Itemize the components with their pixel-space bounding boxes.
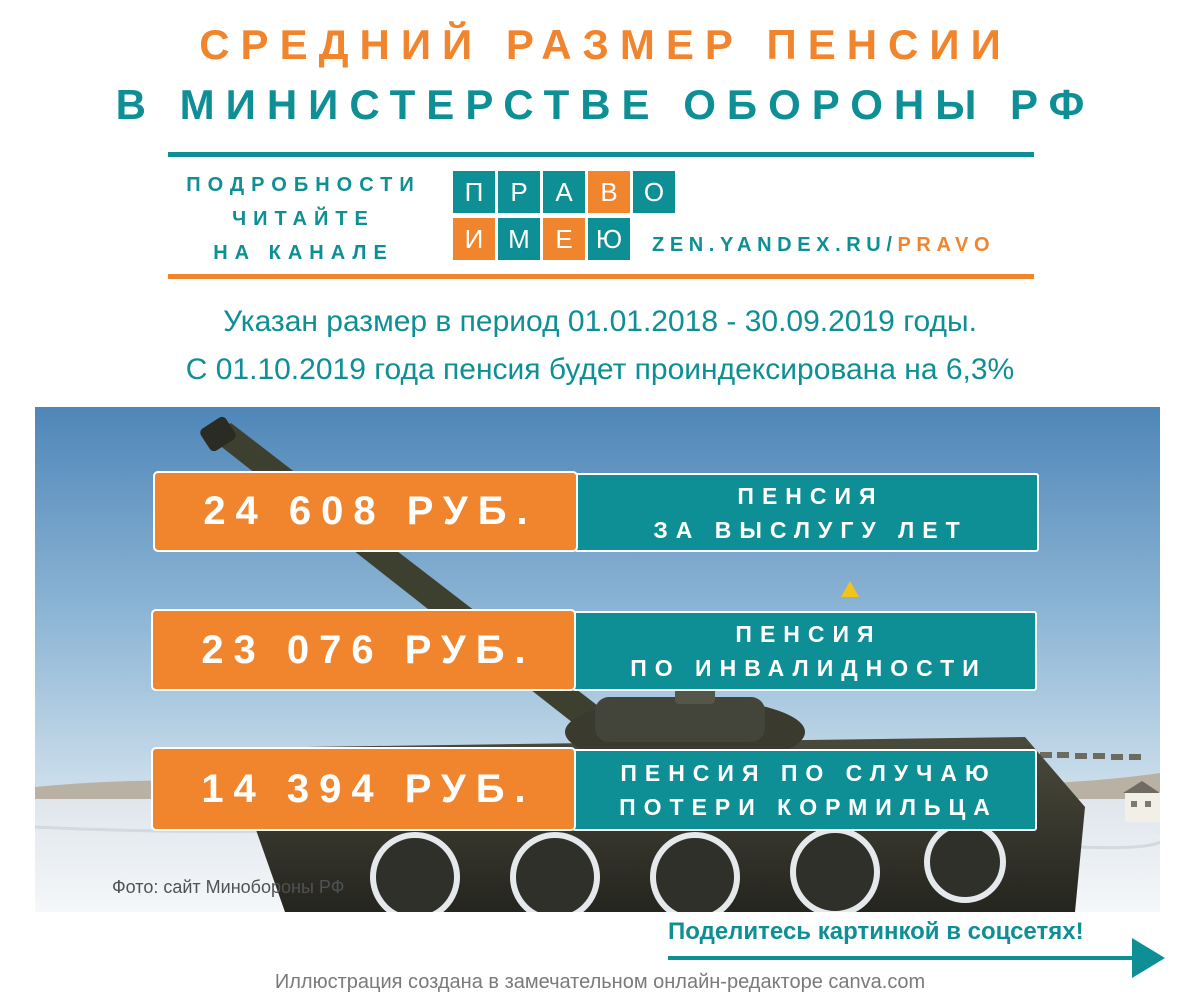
pension-label-length-of-service	[574, 473, 1039, 552]
divider-orange	[168, 274, 1034, 279]
pension-amount-length-of-service: 24 608 РУБ.	[153, 471, 578, 552]
pension-label-line-2: ЗА ВЫСЛУГУ ЛЕТ	[653, 516, 968, 543]
pension-label-line-2: ПОТЕРИ КОРМИЛЬЦА	[619, 794, 998, 820]
logo-letter: М	[497, 217, 541, 261]
logo-letter: О	[632, 170, 676, 214]
pension-label-line-1: ПЕНСИЯ	[735, 621, 882, 647]
share-arrow-line	[668, 956, 1134, 960]
pension-label-line-2: ПО ИНВАЛИДНОСТИ	[630, 655, 987, 681]
channel-note	[160, 168, 440, 270]
logo-letter: Р	[497, 170, 541, 214]
pension-label-disability	[572, 611, 1037, 691]
pension-label-survivor	[572, 749, 1037, 831]
title-line-2: В МИНИСТЕРСТВЕ ОБОРОНЫ РФ	[115, 81, 1096, 128]
info-indexation: С 01.10.2019 года пенсия будет проиндексирована на 6,3%	[185, 353, 1015, 386]
logo-letter: И	[452, 217, 496, 261]
logo-letter: П	[452, 170, 496, 214]
title-line-1: СРЕДНИЙ РАЗМЕР ПЕНСИИ	[199, 21, 1012, 68]
channel-note-line-3: НА КАНАЛЕ	[213, 242, 394, 264]
logo-letter: Е	[542, 217, 586, 261]
channel-url[interactable]	[652, 232, 995, 258]
divider-teal	[168, 152, 1034, 157]
photo-caption: Фото: сайт Минобороны РФ	[112, 877, 345, 897]
pension-amount-disability: 23 076 РУБ.	[151, 609, 576, 691]
channel-url-prefix: ZEN.YANDEX.RU/	[652, 234, 898, 256]
logo-letter: А	[542, 170, 586, 214]
pension-label-line-1: ПЕНСИЯ	[737, 482, 884, 509]
footer-credit: Иллюстрация создана в замечательном онлайн-редакторе canva.com	[274, 971, 926, 993]
logo-letter: В	[587, 170, 631, 214]
pension-label-line-1: ПЕНСИЯ ПО СЛУЧАЮ	[620, 760, 997, 786]
share-text[interactable]: Поделитесь картинкой в соцсетях!	[668, 918, 1084, 945]
channel-logo[interactable]	[452, 170, 678, 262]
channel-note-line-2: ЧИТАЙТЕ	[232, 208, 375, 230]
pension-amount-survivor: 14 394 РУБ.	[151, 747, 576, 831]
channel-note-line-1: ПОДРОБНОСТИ	[186, 174, 421, 196]
info-period: Указан размер в период 01.01.2018 - 30.09.2019 годы.	[223, 305, 977, 338]
logo-letter: Ю	[587, 217, 631, 261]
channel-url-suffix: PRAVO	[897, 234, 996, 256]
